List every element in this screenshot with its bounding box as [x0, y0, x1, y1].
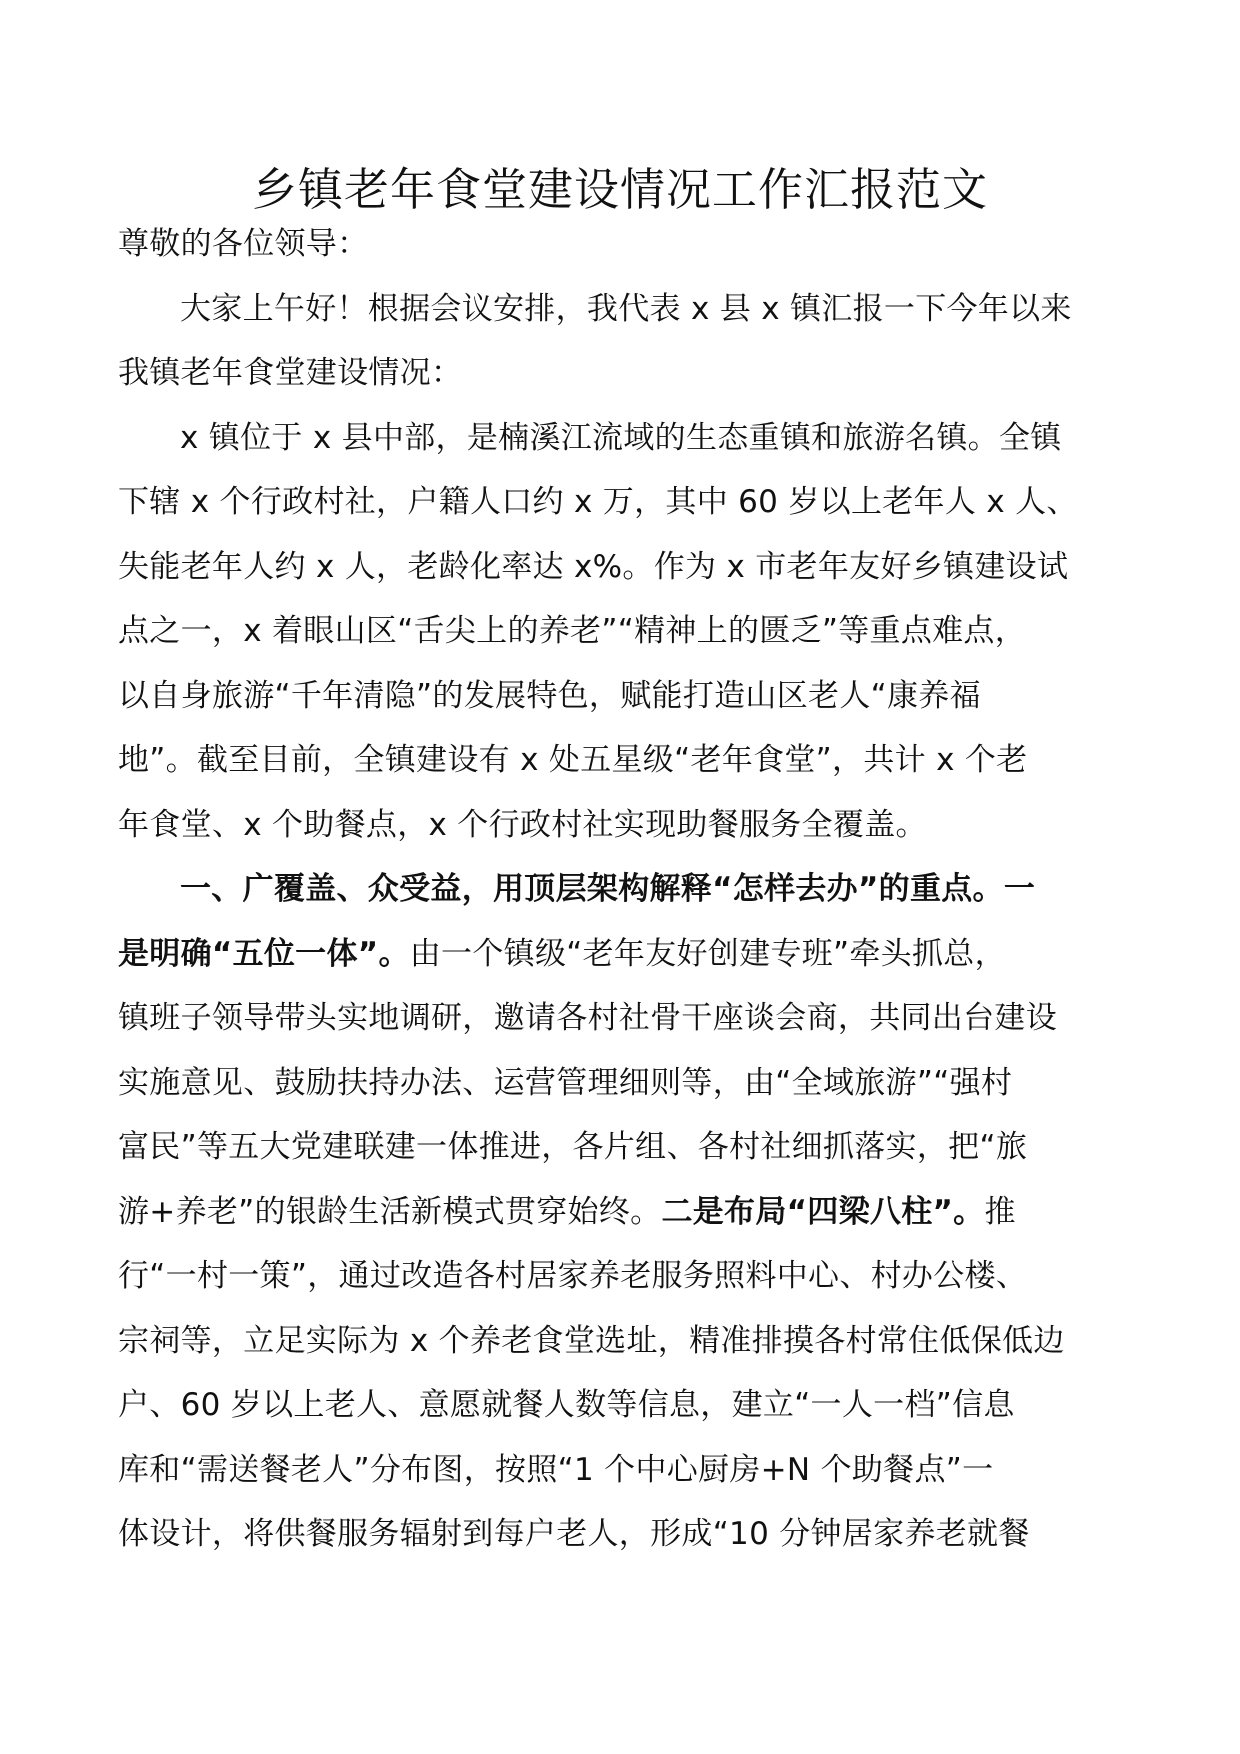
text-line — [118, 857, 1128, 922]
text-line — [118, 470, 1128, 535]
text-run: 行“一村一策”，通过改造各村居家养老服务照料中心、村办公楼、 — [118, 1258, 1028, 1294]
text-run: 游+养老”的银龄生活新模式贯穿始终。 — [118, 1193, 662, 1230]
text-line — [118, 1244, 1128, 1309]
document-title: 乡镇老年食堂建设情况工作汇报范文 — [251, 163, 988, 216]
text-line — [118, 664, 1128, 729]
salutation: 尊敬的各位领导： — [118, 226, 369, 262]
text-run: 由一个镇级“老年友好创建专班”牵头抓总， — [409, 935, 1006, 972]
text-run: x 镇位于 x 县中部，是楠溪江流域的生态重镇和旅游名镇。全镇 — [180, 419, 1062, 456]
text-run: 年食堂、x 个助餐点，x 个行政村社实现助餐服务全覆盖。 — [118, 806, 927, 843]
text-line — [118, 535, 1128, 600]
text-line — [118, 599, 1128, 664]
paragraph-list — [118, 277, 1128, 1567]
body-paragraph — [118, 277, 1128, 406]
text-line — [118, 1115, 1128, 1180]
text-line — [118, 1051, 1128, 1116]
text-run: 大家上午好！根据会议安排，我代表 x 县 x 镇汇报一下今年以来 — [180, 290, 1072, 327]
text-run: 地”。截至目前，全镇建设有 x 处五星级“老年食堂”，共计 x 个老 — [118, 742, 1028, 778]
text-run: 推 — [984, 1193, 1016, 1230]
text-line — [118, 1438, 1128, 1503]
text-run: 库和“需送餐老人”分布图，按照“1 个中心厨房+N 个助餐点”一 — [118, 1451, 994, 1488]
body-paragraph — [118, 857, 1128, 1567]
text-run: 失能老年人约 x 人，老龄化率达 x%。作为 x 市老年友好乡镇建设试 — [118, 548, 1069, 585]
text-line — [118, 1180, 1128, 1245]
text-run: 富民”等五大党建联建一体推进，各片组、各村社细抓落实，把“旅 — [118, 1129, 1028, 1165]
text-run: 我镇老年食堂建设情况： — [118, 355, 463, 391]
text-run: 点之一，x 着眼山区“舌尖上的养老”“精神上的匮乏”等重点难点， — [118, 613, 1027, 649]
text-line — [118, 922, 1128, 987]
bold-text-run: 二是布局“四梁八柱”。 — [661, 1193, 985, 1230]
text-line — [118, 341, 1128, 406]
text-line — [118, 986, 1128, 1051]
body-paragraph — [118, 406, 1128, 858]
text-run: 下辖 x 个行政村社，户籍人口约 x 万，其中 60 岁以上老年人 x 人、 — [118, 484, 1078, 520]
text-line — [118, 1502, 1128, 1567]
text-line — [118, 1373, 1128, 1438]
text-line — [118, 728, 1128, 793]
bold-text-run: 是明确“五位一体”。 — [118, 935, 410, 972]
text-line — [118, 406, 1128, 471]
bold-text-run: 一、广覆盖、众受益，用顶层架构解释“怎样去办”的重点。一 — [180, 871, 1036, 907]
text-line — [118, 1309, 1128, 1374]
text-run: 实施意见、鼓励扶持办法、运营管理细则等，由“全域旅游”“强村 — [118, 1064, 1013, 1101]
text-line — [118, 793, 1128, 858]
text-run: 户、60 岁以上老人、意愿就餐人数等信息，建立“一人一档”信息 — [118, 1387, 1015, 1423]
text-run: 体设计，将供餐服务辐射到每户老人，形成“10 分钟居家养老就餐 — [118, 1516, 1030, 1552]
document-body — [118, 212, 1128, 1567]
text-run: 宗祠等，立足实际为 x 个养老食堂选址，精准排摸各村常住低保低边 — [118, 1322, 1065, 1359]
text-line — [118, 277, 1128, 342]
text-run: 镇班子领导带头实地调研，邀请各村社骨干座谈会商，共同出台建设 — [118, 1000, 1057, 1036]
text-run: 以自身旅游“千年清隐”的发展特色，赋能打造山区老人“康养福 — [118, 677, 981, 714]
